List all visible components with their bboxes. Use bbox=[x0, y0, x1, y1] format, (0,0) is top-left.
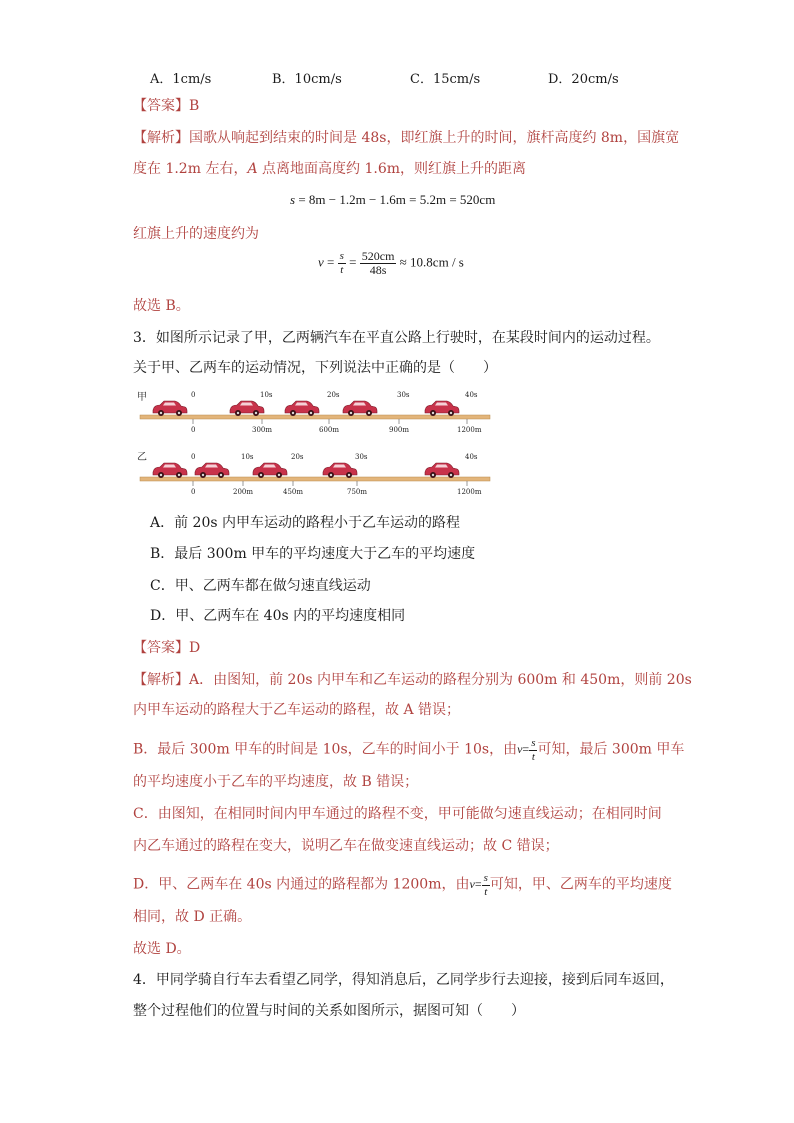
jia-road bbox=[140, 415, 490, 419]
q3-option-c: C．甲、乙两车都在做匀速直线运动 bbox=[150, 578, 371, 594]
equation-distance: s = 8m − 1.2m − 1.6m = 5.2m = 520cm bbox=[290, 192, 496, 207]
yi-distance-label: 200m bbox=[233, 488, 253, 496]
yi-car-0 bbox=[153, 463, 187, 478]
q3-answer-line bbox=[133, 638, 200, 658]
jia-car-3 bbox=[343, 401, 377, 416]
q4-stem-line-1: 4．甲同学骑自行车去看望乙同学，得知消息后，乙同学步行去迎接，接到后同车返回， bbox=[133, 972, 674, 988]
formula-v-s-t: v= $\frac{s}{t}$ bbox=[469, 872, 488, 898]
analysis-tag: 【解析】 bbox=[133, 672, 189, 688]
jia-distance-label: 600m bbox=[319, 426, 339, 434]
q3-conclusion: 故选 D。 bbox=[133, 941, 191, 957]
yi-label: 乙 bbox=[137, 452, 147, 463]
yi-time-label: 10s bbox=[241, 453, 254, 461]
yi-distance-label: 750m bbox=[347, 488, 367, 496]
yi-distance-label: 450m bbox=[283, 488, 303, 496]
analysis-tag: 【解析】 bbox=[133, 130, 189, 146]
q3-analysis-b-line-1: B．最后 300m 甲车的时间是 10s，乙车的时间小于 10s，由v= $\frac{s}{t}$ 可知，最后 300m 甲车 bbox=[133, 737, 685, 763]
q3-analysis-a-line-1: 【解析】A．由图知，前 20s 内甲车和乙车运动的路程分别为 600m 和 450m，则前 20s bbox=[133, 672, 692, 688]
q4-stem-line-2: 整个过程他们的位置与时间的关系如图所示，据图可知（ ） bbox=[133, 1003, 525, 1019]
formula-v-s-t: v= $\frac{s}{t}$ bbox=[517, 737, 536, 763]
jia-distance-label: 1200m bbox=[457, 426, 482, 434]
jia-time-label: 0 bbox=[191, 391, 196, 399]
q3-option-a: A．前 20s 内甲车运动的路程小于乙车运动的路程 bbox=[150, 515, 461, 531]
q3-option-b: B．最后 300m 甲车的平均速度大于乙车的平均速度 bbox=[150, 546, 476, 562]
yi-road bbox=[140, 477, 490, 481]
q3-analysis-d-line-1: D．甲、乙两车在 40s 内通过的路程都为 1200m，由v= $\frac{s}{t}$ 可知，甲、乙两车的平均速度 bbox=[133, 872, 672, 898]
answer-value: B bbox=[189, 98, 200, 114]
jia-label: 甲 bbox=[137, 392, 147, 403]
jia-time-label: 30s bbox=[397, 391, 410, 399]
jia-car-4 bbox=[425, 401, 459, 416]
jia-distance-label: 900m bbox=[389, 426, 409, 434]
jia-time-label: 10s bbox=[260, 391, 273, 399]
yi-car-3 bbox=[323, 463, 357, 478]
jia-car-1 bbox=[230, 401, 264, 416]
yi-time-label: 30s bbox=[355, 453, 368, 461]
answer-value: D bbox=[189, 640, 201, 656]
q3-analysis-c-line-1: C．由图知，在相同时间内甲车通过的路程不变，甲可能做匀速直线运动；在相同时间 bbox=[133, 806, 662, 822]
q3-analysis-d-line-2: 相同，故 D 正确。 bbox=[133, 909, 252, 925]
yi-car-2 bbox=[253, 463, 287, 478]
equation-speed: v = $\frac{s}{t}$ = $\frac{520cm}{48s}$ ≈ 10.8cm / s bbox=[318, 249, 464, 277]
jia-distance-label: 300m bbox=[252, 426, 272, 434]
q3-analysis-c-line-2: 内乙车通过的路程在变大，说明乙车在做变速直线运动；故 C 错误； bbox=[133, 838, 559, 854]
option-c: C．15cm/s bbox=[410, 72, 481, 87]
jia-car-2 bbox=[285, 401, 319, 416]
q2-conclusion: 故选 B。 bbox=[133, 298, 190, 314]
q3-analysis-a-line-2: 内甲车运动的路程大于乙车运动的路程，故 A 错误； bbox=[133, 702, 461, 718]
q2-analysis-line-2: 度在 1.2m 左右，A 点离地面高度约 1.6m，则红旗上升的距离 bbox=[133, 161, 527, 177]
yi-time-label: 40s bbox=[465, 453, 478, 461]
yi-distance-label: 0 bbox=[191, 488, 196, 496]
q2-analysis-line-1: 【解析】国歌从响起到结束的时间是 48s，即红旗上升的时间，旗杆高度约 8m，国旗宽 bbox=[133, 130, 680, 146]
car-motion-figure bbox=[135, 384, 495, 504]
yi-time-label: 20s bbox=[291, 453, 304, 461]
yi-time-label: 0 bbox=[191, 453, 196, 461]
answer-tag: 【答案】 bbox=[133, 98, 189, 114]
q3-stem-line-1: 3．如图所示记录了甲，乙两辆汽车在平直公路上行驶时，在某段时间内的运动过程。 bbox=[133, 330, 660, 346]
q3-option-d: D．甲、乙两车在 40s 内的平均速度相同 bbox=[150, 608, 406, 624]
yi-car-1 bbox=[195, 463, 229, 478]
q3-stem-line-2: 关于甲、乙两车的运动情况，下列说法中正确的是（ ） bbox=[133, 360, 497, 376]
yi-car-4 bbox=[425, 463, 459, 478]
option-d: D．20cm/s bbox=[548, 72, 619, 87]
jia-time-label: 40s bbox=[465, 391, 478, 399]
jia-car-0 bbox=[153, 401, 187, 416]
jia-time-label: 20s bbox=[327, 391, 340, 399]
option-b: B．10cm/s bbox=[272, 72, 342, 87]
q2-speed-intro: 红旗上升的速度约为 bbox=[133, 226, 259, 242]
option-a: A．1cm/s bbox=[150, 72, 212, 87]
yi-distance-label: 1200m bbox=[457, 488, 482, 496]
jia-distance-label: 0 bbox=[191, 426, 196, 434]
previous-options bbox=[0, 68, 794, 88]
q3-analysis-b-line-2: 的平均速度小于乙车的平均速度，故 B 错误； bbox=[133, 774, 419, 790]
answer-tag: 【答案】 bbox=[133, 640, 189, 656]
q2-answer-line bbox=[133, 96, 199, 116]
